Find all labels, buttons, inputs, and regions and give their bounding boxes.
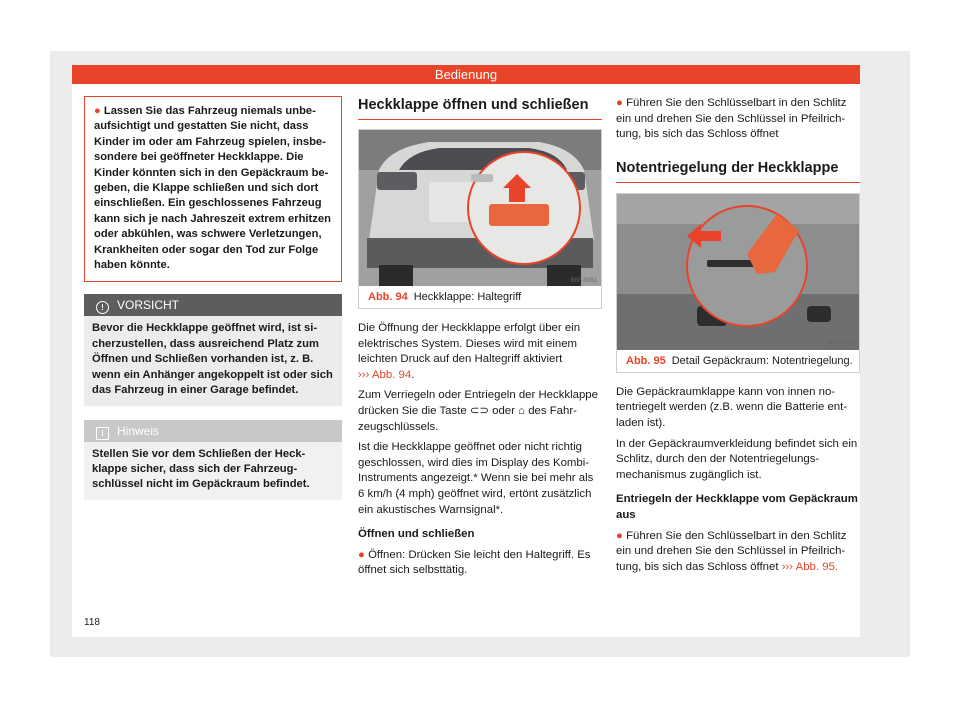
caution-header xyxy=(84,294,342,316)
figure-caption-text: Detail Gepäckraum: Notentriegelung. xyxy=(671,354,853,367)
section-header: Bedienung xyxy=(72,65,860,84)
figure-link[interactable]: ››› Abb. 95. xyxy=(781,560,839,573)
figure-number: Abb. 94 xyxy=(368,291,408,303)
paragraph-text: Die Öffnung der Heckklappe erfolgt über ein elektrisches System. Dieses wird mit einem leichten Druck auf den Haltegriff aktiviert xyxy=(358,322,581,366)
section-heading: Heckklappe öffnen und schließen xyxy=(358,96,602,120)
figure-caption xyxy=(359,286,601,308)
bullet-item xyxy=(616,529,860,576)
note-header xyxy=(84,420,342,442)
figure-number: Abb. 95 xyxy=(626,354,666,367)
bullet-text: Führen Sie den Schlüsselbart in den Schlitz ein und drehen Sie den Schlüssel in Pfeilrichtung, bis sich das Schloss öffnet xyxy=(616,529,847,573)
right-body xyxy=(616,385,860,576)
paragraph-text: Zum Verriegeln oder Entriegeln der Heckklappe drücken Sie die Taste xyxy=(358,389,598,417)
lock-key-icon: ⊂⊃ xyxy=(469,404,489,417)
paragraph: In der Gepäckraumverkleidung befindet sich ein Schlitz, durch den der Notentriegelungsmechanismus zugänglich ist. xyxy=(616,437,858,481)
car-rear-illustration xyxy=(359,130,601,286)
note-text: Stellen Sie vor dem Schließen der Heckklappe sicher, dass sich der Fahrzeugschlüssel nicht im Gepäckraum befindet. xyxy=(84,442,342,500)
subheading: Öffnen und schließen xyxy=(358,528,475,541)
tailgate-key-icon: ⌂ xyxy=(518,404,526,417)
bullet-item xyxy=(358,548,602,579)
figure-caption xyxy=(617,350,859,372)
figure-link[interactable]: ››› Abb. 94 xyxy=(358,368,412,381)
section-heading: Notentriegelung der Heckklappe xyxy=(616,159,860,183)
figure-94 xyxy=(358,129,602,309)
note-box xyxy=(84,420,342,500)
bullet-text: Führen Sie den Schlüsselbart in den Schlitz ein und drehen Sie den Schlüssel in Pfeilrichtung, bis sich das Schloss öffnet xyxy=(616,97,847,141)
warning-box xyxy=(84,96,342,282)
bullet-icon: ● xyxy=(358,548,365,561)
paragraph-text: oder xyxy=(492,404,515,417)
paragraph xyxy=(358,388,602,435)
warning-text: Lassen Sie das Fahrzeug niemals unbeaufsichtigt und gestatten Sie nicht, dass Kinder im oder am Fahrzeug spielen, insbesondere bei geöffneter Heckklappe. Die Kinder könnten sich in den Gepäckraum begeben, die Klappe schließen und sich dort einschließen. Ein geschlossenes Fahrzeug kann sich je nach Jahreszeit extrem erhitzen oder abkühlen, was schwere Verletzungen, Krankheiten oder sogar den Tod zur Folge haben könnte. xyxy=(94,105,331,272)
middle-column xyxy=(358,96,602,579)
bullet-icon: ● xyxy=(616,97,623,109)
paragraph: Die Gepäckraumklappe kann von innen notentriegelt werden (z.B. wenn die Batterie entladen ist). xyxy=(616,385,848,429)
page-number: 118 xyxy=(84,617,100,628)
paragraph: Ist die Heckklappe geöffnet oder nicht richtig geschlossen, wird dies im Display des Kombi-Instruments angezeigt.* Wenn sie bei mehr als 6 km/h (4 mph) geöffnet wird, ertönt zusätzlich ein akustisches Warnsignal*. xyxy=(358,441,594,516)
tailgate-handle-image xyxy=(359,130,601,286)
caution-icon: ! xyxy=(96,301,109,314)
left-column xyxy=(84,96,342,500)
caution-text: Bevor die Heckklappe geöffnet wird, ist sicherzustellen, dass ausreichend Platz zum Öffnen und Schließen vorhanden ist, z. B. wenn ein Anhänger angekoppelt ist oder sich das Fahrzeug in einer Garage befindet. xyxy=(84,316,342,405)
paragraph-text: des Fahrzeugschlüssels. xyxy=(358,404,577,433)
figure-caption-text: Heckklappe: Haltegriff xyxy=(413,291,522,303)
subheading: Entriegeln der Heckklappe vom Gepäckraum aus xyxy=(616,493,858,521)
bullet-icon: ● xyxy=(94,105,101,117)
emergency-release-image xyxy=(617,194,859,350)
right-column xyxy=(616,96,860,575)
trunk-detail-illustration xyxy=(617,194,859,350)
bullet-text: Öffnen: Drücken Sie leicht den Haltegriff. Es öffnet sich selbsttätig. xyxy=(358,548,591,577)
figure-code: BKJ-0147 xyxy=(828,341,855,348)
bullet-item xyxy=(616,96,860,143)
caution-title: VORSICHT xyxy=(117,298,180,313)
bullet-icon: ● xyxy=(616,529,623,542)
note-title: Hinweis xyxy=(117,423,160,438)
figure-95 xyxy=(616,193,860,373)
paragraph: Die Öffnung der Heckklappe erfolgt über ein elektrisches System. Dieses wird mit einem leichten Druck auf den Haltegriff aktiviert ››› Abb. 94. xyxy=(358,322,581,381)
caution-box xyxy=(84,294,342,405)
middle-body xyxy=(358,321,602,579)
info-icon: i xyxy=(96,427,109,440)
figure-code: B6F-0051 xyxy=(570,278,597,284)
